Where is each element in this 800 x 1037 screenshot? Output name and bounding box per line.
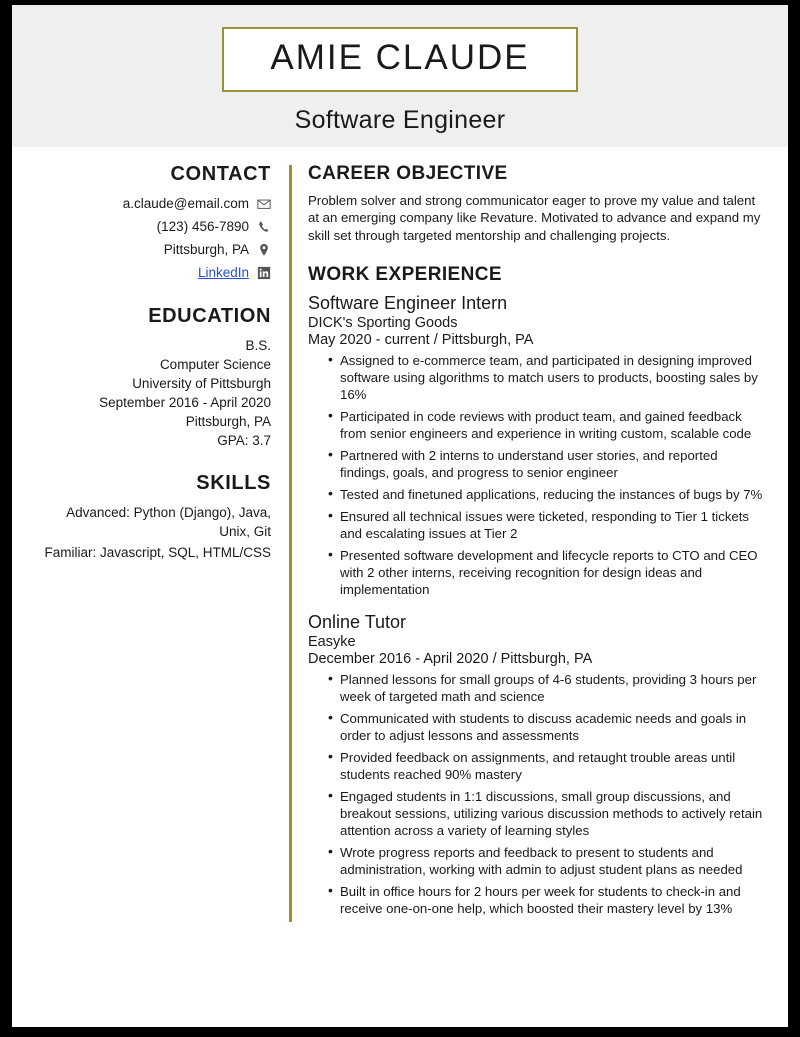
contact-item-location: [34, 240, 271, 260]
map-pin-icon: [256, 242, 271, 257]
job-meta: May 2020 - current / Pittsburgh, PA: [308, 332, 534, 348]
job-meta: December 2016 - April 2020 / Pittsburgh, PA: [308, 651, 593, 667]
skill-line: Familiar: Javascript, SQL, HTML/CSS: [44, 544, 271, 560]
job-entry: [308, 612, 766, 917]
sidebar: [34, 163, 289, 923]
job-bullet: • Assigned to e-commerce team, and participated in designing improved software using algorithms to match users to products, boosting sales by 16%: [328, 352, 766, 403]
contact-phone-text: (123) 456-7890: [156, 218, 249, 234]
job-bullet: • Wrote progress reports and feedback to present to students and administration, working with admin to adjust student plans as needed: [328, 844, 766, 878]
skills-heading: SKILLS: [196, 471, 271, 494]
linkedin-icon[interactable]: [256, 265, 271, 280]
job-role: Online Tutor: [308, 612, 407, 632]
resume-header: [12, 5, 788, 147]
job-bullet: • Partnered with 2 interns to understand user stories, and reported findings, goals, and progress to senior engineer: [328, 447, 766, 481]
job-entry: [308, 293, 766, 598]
resume-page: [12, 5, 788, 1027]
resume-body: [12, 147, 788, 923]
contact-item-linkedin[interactable]: [34, 263, 271, 283]
job-bullet: • Tested and finetuned applications, reducing the instances of bugs by 7%: [328, 486, 766, 503]
job-bullets: [308, 671, 766, 917]
job-bullet: • Engaged students in 1:1 discussions, small group discussions, and breakout sessions, utilizing various discussion methods to actively retain attention across a variety of learning styles: [328, 788, 766, 839]
linkedin-link[interactable]: LinkedIn: [197, 264, 249, 280]
job-title: Software Engineer: [294, 105, 506, 134]
skill-line: Advanced: Python (Django), Java, Unix, Git: [66, 504, 271, 539]
work-experience-heading: WORK EXPERIENCE: [308, 264, 502, 285]
job-company: Easyke: [308, 634, 356, 650]
contact-email-text: a.claude@email.com: [122, 195, 249, 211]
career-objective-heading: CAREER OBJECTIVE: [308, 162, 508, 184]
job-bullet: • Participated in code reviews with product team, and gained feedback from senior engineers and experience in writing custom, scalable code: [328, 408, 766, 442]
contact-heading: CONTACT: [170, 162, 271, 185]
career-objective-text: Problem solver and strong communicator eager to prove my value and talent at an emerging company like Revature. Motivated to advance and expand my skill set through targeted mentorship and challenging projects.: [308, 192, 761, 243]
education-line: Pittsburgh, PA: [185, 413, 271, 429]
page-title: AMIE CLAUDE: [270, 38, 530, 77]
skills-list: [34, 503, 271, 562]
phone-icon: [256, 219, 271, 234]
job-role: Software Engineer Intern: [308, 293, 508, 313]
job-bullet: • Presented software development and lifecycle reports to CTO and CEO with 2 other interns, receiving recognition for design ideas and implementation: [328, 547, 766, 598]
job-company: DICK's Sporting Goods: [308, 315, 458, 331]
name-box: [222, 27, 577, 92]
education-heading: EDUCATION: [148, 304, 271, 327]
job-bullet: • Provided feedback on assignments, and retaught trouble areas until students reached 90% mastery: [328, 749, 766, 783]
envelope-icon: [256, 196, 271, 211]
contact-location-text: Pittsburgh, PA: [163, 241, 249, 257]
contact-item-phone: [34, 217, 271, 237]
job-bullet: • Built in office hours for 2 hours per week for students to check-in and receive one-on-one help, which boosted their mastery level by 13%: [328, 883, 766, 917]
education-line: September 2016 - April 2020: [99, 394, 271, 410]
job-bullet: • Planned lessons for small groups of 4-6 students, providing 3 hours per week of targeted math and science: [328, 671, 766, 705]
job-bullets: [308, 352, 766, 598]
main-content: [292, 163, 766, 923]
job-bullet: • Ensured all technical issues were ticketed, responding to Tier 1 tickets and escalating issues at Tier 2: [328, 508, 766, 542]
education-line: University of Pittsburgh: [132, 375, 271, 391]
education-line: Computer Science: [159, 356, 271, 372]
education-line: B.S.: [245, 337, 271, 353]
job-bullet: • Communicated with students to discuss academic needs and goals in order to adjust lessons and assessments: [328, 710, 766, 744]
contact-item-email: [34, 194, 271, 214]
education-line: GPA: 3.7: [217, 432, 271, 448]
